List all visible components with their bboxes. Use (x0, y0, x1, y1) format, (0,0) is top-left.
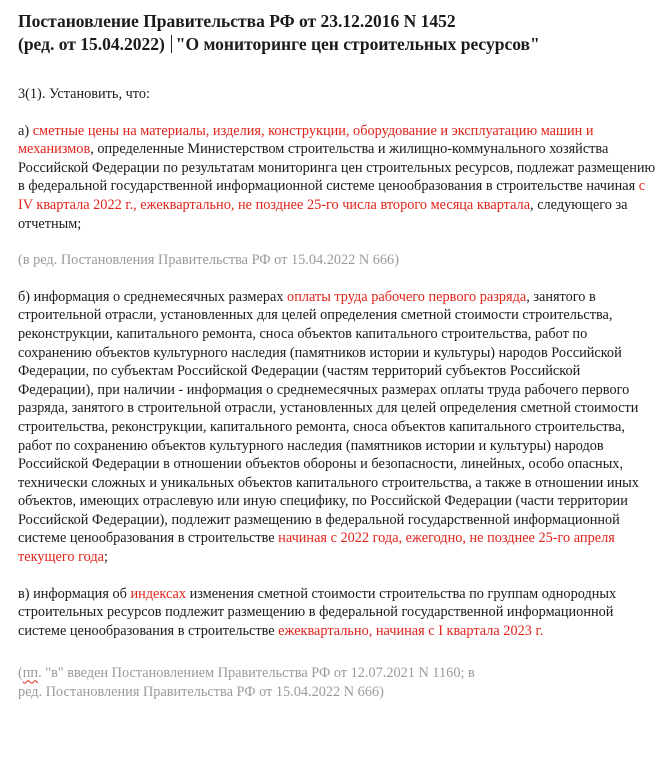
title-separator (171, 35, 172, 53)
note-c-line-2: ред. Постановления Правительства РФ от 15.04.2022 N 666) (18, 684, 384, 701)
amendment-note-c (18, 664, 658, 701)
section-lead: 3(1). Установить, что: (18, 86, 150, 102)
amendment-note-a: (в ред. Постановления Правительства РФ от 15.04.2022 N 666) (18, 252, 399, 269)
note-c-abbreviation: пп (22, 665, 39, 682)
title-line-2-left: (ред. от 15.04.2022) (18, 34, 165, 54)
document-title (18, 10, 658, 56)
paragraph-b (18, 288, 658, 567)
paragraph-a-text-2: , следующего за отчетным; (18, 196, 628, 232)
document-body (18, 85, 658, 702)
document (18, 10, 658, 702)
paragraph-c-prefix: в) информация об (18, 585, 131, 602)
paragraph-c-highlight-2: ежеквартально, начиная с I квартала 2023 г. (278, 622, 544, 639)
paragraph-c-text-1: изменения сметной стоимости строительства по группам однородных строительных ресурсов подлежит размещению в федеральной государственной информационной системе ценообразования в строительстве (18, 585, 617, 639)
title-line-1: Постановление Правительства РФ от 23.12.2016 N 1452 (18, 11, 456, 31)
note-c-open: ( (18, 665, 23, 682)
paragraph-b-text-1: , занятого в строительной отрасли, установленных для целей определения сметной стоимости строительства, реконструкции, капитального ремонта, сноса объектов капитального строительства, работ по сохранению объектов культурного наследия (памятников истории и культуры) народов Российской Федерации, по субъектам Российской Федерации (частям территорий субъектов Российской Федерации), при наличии - информация о среднемесячных размерах оплаты труда рабочего первого разряда, занятого в строительной отрасли, установленных для целей определения сметной стоимости строительства, реконструкции, капитального ремонта, сноса объектов капитального строительства, работ по сохранению объектов культурного наследия (памятников истории и культуры) народов Российской Федерации в отношении объектов обороны и безопасности, линейных, особо опасных, технически сложных и уникальных объектов капитального строительства, а также в отношении иных объектов, имеющих отраслевую или иную специфику, по Российской Федерации (части территории Российской Федерации), подлежит размещению в федеральной государственной информационной системе ценообразования в строительстве (18, 288, 639, 547)
paragraph-a (18, 122, 658, 234)
paragraph-b-text-2: ; (103, 549, 108, 566)
paragraph-b-highlight-2: начиная с 2022 года, ежегодно, не позднее 25-го апреля текущего года (18, 530, 615, 566)
paragraph-a-highlight-2: с IV квартала 2022 г., ежеквартально, не позднее 25-го числа второго месяца квартала (18, 178, 646, 213)
paragraph-c-highlight-1: индексах (130, 585, 187, 602)
paragraph-a-text-1: , определенные Министерством строительства и жилищно-коммунального хозяйства Российской Федерации по результатам мониторинга цен строительных ресурсов, подлежат размещению в федеральной государственной информационной системе ценообразования в строительстве начиная (18, 141, 656, 195)
note-c-line-1: . "в" введен Постановлением Правительства РФ от 12.07.2021 N 1160; в (38, 665, 475, 682)
paragraph-b-highlight-1: оплаты труда рабочего первого разряда (287, 288, 527, 305)
title-line-2-right: "О мониторинге цен строительных ресурсов" (175, 34, 540, 54)
paragraph-b-prefix: б) информация о среднемесячных размерах (18, 288, 288, 305)
paragraph-a-highlight-1: сметные цены на материалы, изделия, конструкции, оборудование и эксплуатацию машин и механизмов (18, 122, 594, 158)
paragraph-a-prefix: а) (18, 122, 33, 139)
paragraph-c (18, 585, 658, 641)
